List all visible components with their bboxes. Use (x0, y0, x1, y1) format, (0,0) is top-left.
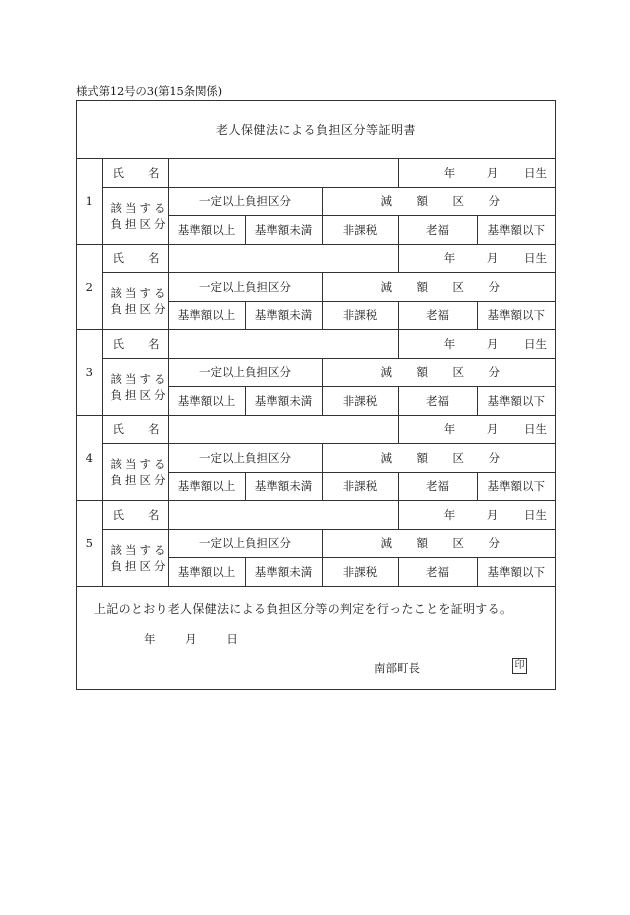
name-label-b: 名 (148, 422, 160, 437)
reduction-label-b: 額 (416, 365, 428, 380)
name-label-a: 氏 (112, 251, 124, 266)
option-std-under[interactable]: 基準額以下 (477, 558, 555, 587)
reduction-label-d: 分 (488, 279, 500, 294)
name-label (102, 330, 168, 359)
option-elderly-welfare[interactable]: 老福 (398, 558, 477, 587)
category-label-line2: 負担区分 (110, 387, 169, 402)
reduction-category-header (322, 187, 555, 216)
option-elderly-welfare[interactable]: 老福 (398, 216, 477, 245)
name-field[interactable] (168, 159, 398, 188)
category-label-line2: 負担区分 (110, 216, 169, 231)
category-label (102, 529, 168, 586)
entry-number: 2 (77, 244, 102, 330)
date-day-label: 日 (226, 632, 238, 646)
name-label-b: 名 (148, 507, 160, 522)
category-label-line1: 該当する (110, 286, 169, 300)
category-label-line2: 負担区分 (110, 473, 169, 487)
option-std-under[interactable]: 基準額以下 (477, 216, 555, 245)
reduction-label-d: 分 (488, 536, 500, 551)
birth-date-field[interactable] (398, 415, 555, 444)
birth-date-field[interactable] (398, 330, 555, 359)
name-label-a: 氏 (112, 507, 124, 522)
reduction-label-c: 区 (452, 194, 464, 209)
date-month-label: 月 (185, 632, 197, 646)
category-label-line1: 該当する (110, 371, 169, 386)
option-std-above[interactable]: 基準額以上 (168, 558, 245, 587)
name-label-a: 氏 (112, 422, 124, 437)
birth-day-label: 日生 (524, 336, 548, 351)
income-category-header: 一定以上負担区分 (168, 273, 322, 302)
date-year-label: 年 (144, 632, 156, 646)
form-number: 様式第12号の3(第15条関係) (76, 84, 222, 98)
option-elderly-welfare[interactable]: 老福 (398, 301, 477, 330)
reduction-label-a: 減 (380, 365, 392, 380)
entry-name-row (77, 330, 555, 359)
option-std-below[interactable]: 基準額未満 (245, 301, 322, 330)
birth-date-field[interactable] (398, 501, 555, 530)
income-category-header: 一定以上負担区分 (168, 529, 322, 558)
category-label-line1: 該当する (110, 457, 169, 471)
option-non-taxable[interactable]: 非課税 (322, 216, 398, 245)
option-elderly-welfare[interactable]: 老福 (398, 472, 477, 501)
option-std-under[interactable]: 基準額以下 (477, 301, 555, 330)
option-std-below[interactable]: 基準額未満 (245, 216, 322, 245)
category-label-line2: 負担区分 (110, 302, 169, 316)
income-category-header: 一定以上負担区分 (168, 358, 322, 387)
reduction-label-d: 分 (488, 450, 500, 465)
entry-name-row (77, 159, 555, 188)
reduction-label-c: 区 (452, 536, 464, 551)
option-non-taxable[interactable]: 非課税 (322, 472, 398, 501)
reduction-category-header (322, 444, 555, 473)
name-field[interactable] (168, 501, 398, 530)
name-label-b: 名 (148, 336, 160, 351)
reduction-category-header (322, 358, 555, 387)
option-std-above[interactable]: 基準額以上 (168, 472, 245, 501)
name-field[interactable] (168, 244, 398, 273)
entry-number: 4 (77, 415, 102, 501)
option-non-taxable[interactable]: 非課税 (322, 558, 398, 587)
certification-footer (77, 585, 555, 689)
option-std-under[interactable]: 基準額以下 (477, 472, 555, 501)
reduction-category-header (322, 273, 555, 302)
signer-title: 南部町長 (374, 661, 420, 675)
name-label (102, 159, 168, 188)
category-label (102, 273, 168, 330)
category-label (102, 358, 168, 415)
entry-name-row (77, 244, 555, 273)
reduction-label-d: 分 (488, 365, 500, 380)
income-category-header: 一定以上負担区分 (168, 187, 322, 216)
birth-month-label: 月 (486, 507, 499, 522)
reduction-label-b: 額 (416, 450, 428, 465)
birth-year-label: 年 (443, 507, 456, 522)
option-std-above[interactable]: 基準額以上 (168, 387, 245, 416)
entry-number: 1 (77, 159, 102, 245)
birth-month-label: 月 (486, 251, 499, 266)
birth-day-label: 日生 (524, 507, 548, 522)
name-label (102, 244, 168, 273)
reduction-label-a: 減 (380, 194, 392, 209)
option-non-taxable[interactable]: 非課税 (322, 387, 398, 416)
reduction-category-header (322, 529, 555, 558)
reduction-label-d: 分 (488, 194, 500, 209)
category-label-line2: 負担区分 (110, 558, 169, 573)
entry-category-row (77, 187, 555, 216)
birth-date-field[interactable] (398, 244, 555, 273)
entry-category-row (77, 529, 555, 558)
birth-month-label: 月 (486, 422, 499, 437)
entry-category-row (77, 444, 555, 473)
option-std-below[interactable]: 基準額未満 (245, 387, 322, 416)
reduction-label-a: 減 (380, 450, 392, 465)
category-label-line1: 該当する (110, 200, 169, 215)
reduction-label-c: 区 (452, 279, 464, 294)
seal-mark: 印 (512, 658, 527, 674)
entry-category-row (77, 273, 555, 302)
reduction-label-b: 額 (416, 536, 428, 551)
birth-date-field[interactable] (398, 159, 555, 188)
birth-year-label: 年 (443, 165, 456, 180)
reduction-label-c: 区 (452, 450, 464, 465)
reduction-label-a: 減 (380, 279, 392, 294)
name-field[interactable] (168, 415, 398, 444)
certification-text: 上記のとおり老人保健法による負担区分等の判定を行ったことを証明する。 (94, 602, 513, 616)
entry-number: 5 (77, 501, 102, 587)
birth-day-label: 日生 (524, 422, 548, 437)
reduction-label-a: 減 (380, 536, 392, 551)
name-label-a: 氏 (112, 165, 124, 180)
option-std-below[interactable]: 基準額未満 (245, 558, 322, 587)
option-std-below[interactable]: 基準額未満 (245, 472, 322, 501)
entry-name-row (77, 501, 555, 530)
option-non-taxable[interactable]: 非課税 (322, 301, 398, 330)
name-field[interactable] (168, 330, 398, 359)
reduction-label-b: 額 (416, 194, 428, 209)
certification-date (144, 631, 238, 647)
birth-year-label: 年 (443, 251, 456, 266)
category-label (102, 444, 168, 501)
document-title: 老人保健法による負担区分等証明書 (215, 123, 416, 137)
entries-table (77, 158, 555, 587)
birth-year-label: 年 (443, 422, 456, 437)
category-label (102, 187, 168, 244)
birth-year-label: 年 (443, 336, 456, 351)
reduction-label-c: 区 (452, 365, 464, 380)
name-label (102, 501, 168, 530)
income-category-header: 一定以上負担区分 (168, 444, 322, 473)
option-std-under[interactable]: 基準額以下 (477, 387, 555, 416)
name-label-b: 名 (148, 251, 160, 266)
entry-category-row (77, 358, 555, 387)
option-std-above[interactable]: 基準額以上 (168, 301, 245, 330)
birth-month-label: 月 (486, 165, 499, 180)
category-label-line1: 該当する (110, 542, 169, 557)
name-label-b: 名 (148, 165, 160, 180)
birth-month-label: 月 (486, 336, 499, 351)
option-std-above[interactable]: 基準額以上 (168, 216, 245, 245)
birth-day-label: 日生 (524, 165, 548, 180)
name-label-a: 氏 (112, 336, 124, 351)
name-label (102, 415, 168, 444)
reduction-label-b: 額 (416, 279, 428, 294)
entry-number: 3 (77, 330, 102, 416)
entry-name-row (77, 415, 555, 444)
birth-day-label: 日生 (524, 251, 548, 266)
option-elderly-welfare[interactable]: 老福 (398, 387, 477, 416)
certificate-frame (76, 100, 556, 690)
